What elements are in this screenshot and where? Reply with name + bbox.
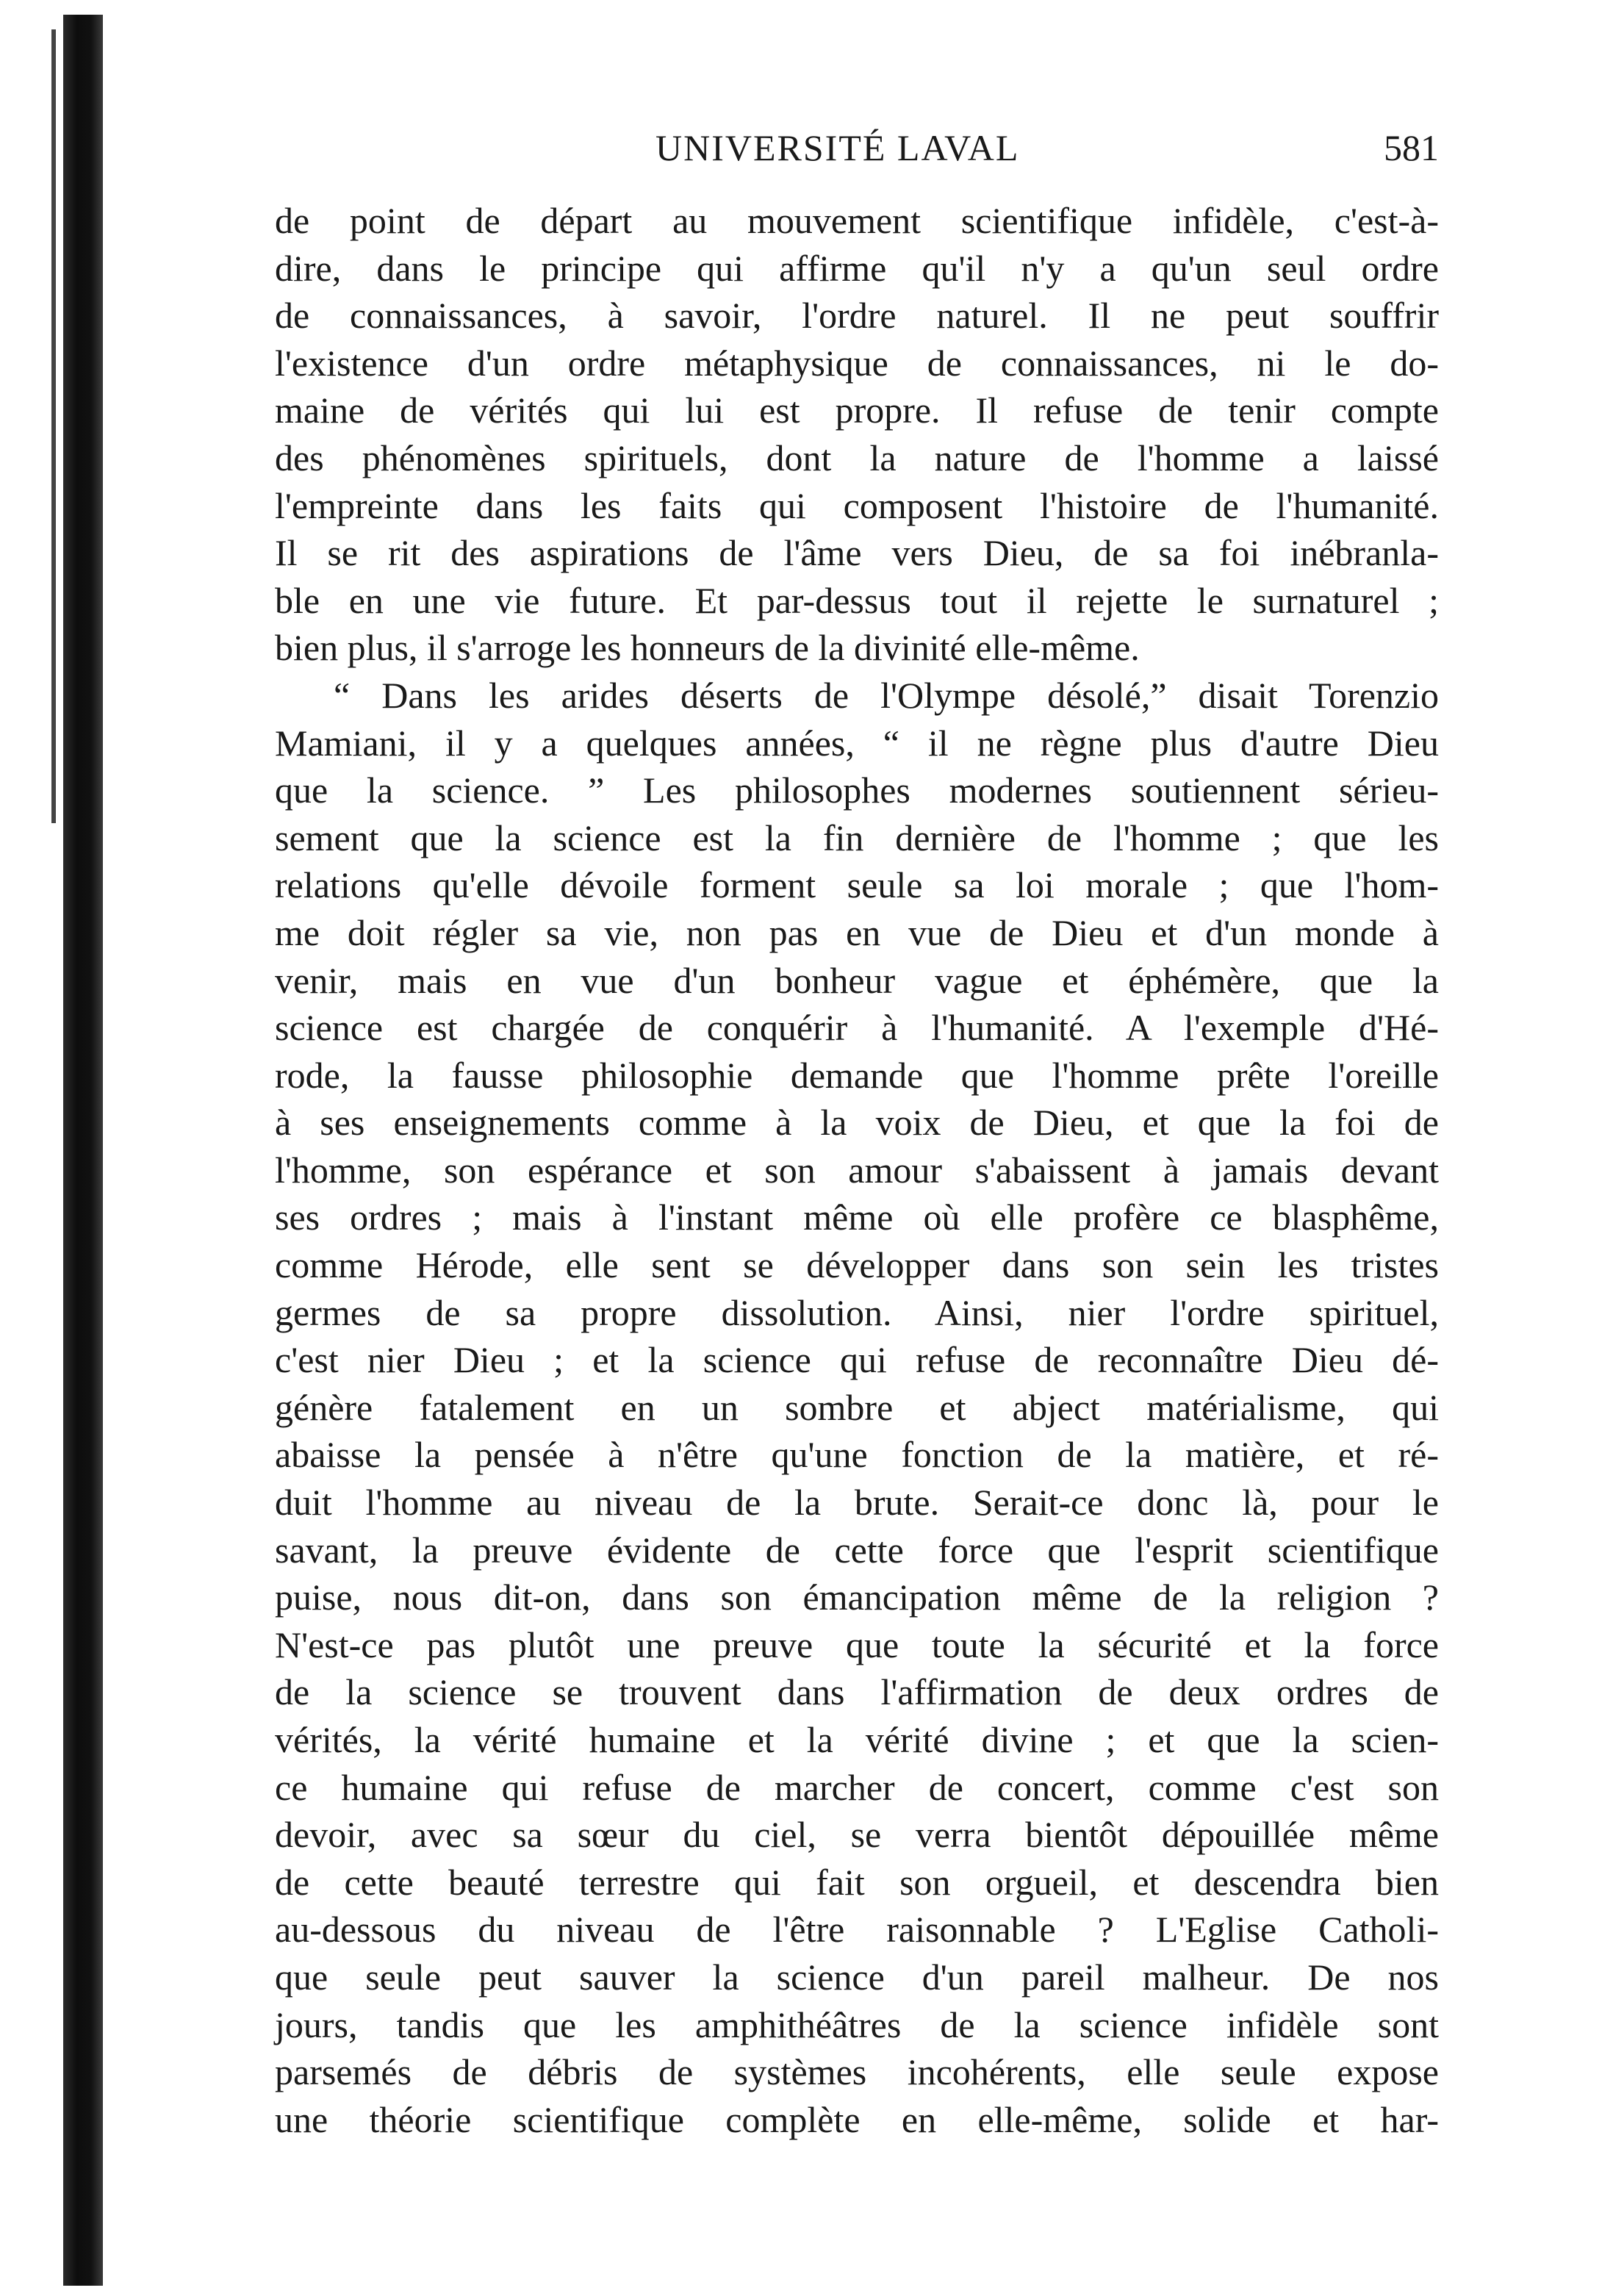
text-line: de la science se trouvent dans l'affirmation de deux ordres de — [275, 1671, 1439, 1713]
text-line: duit l'homme au niveau de la brute. Serait-ce donc là, pour le — [275, 1482, 1439, 1524]
text-line: l'existence d'un ordre métaphysique de connaissances, ni le do- — [275, 342, 1439, 384]
text-line: jours, tandis que les amphithéâtres de la science infidèle sont — [275, 2003, 1439, 2045]
text-line: au-dessous du niveau de l'être raisonnable ? L'Eglise Catholi- — [275, 1909, 1439, 1951]
text-line: de connaissances, à savoir, l'ordre naturel. Il ne peut souffrir — [275, 295, 1439, 337]
text-line: dire, dans le principe qui affirme qu'il n'y a qu'un seul ordre — [275, 247, 1439, 289]
text-line: génère fatalement en un sombre et abject matérialisme, qui — [275, 1386, 1439, 1428]
text-line: une théorie scientifique complète en elle-même, solide et har- — [275, 2098, 1439, 2140]
text-line: Il se rit des aspirations de l'âme vers Dieu, de sa foi inébranla- — [275, 532, 1439, 574]
text-line: parsemés de débris de systèmes incohérents, elle seule expose — [275, 2051, 1439, 2093]
text-line: “ Dans les arides déserts de l'Olympe désolé,” disait Torenzio — [334, 674, 1439, 716]
book-binding-edge — [63, 15, 103, 2286]
text-line: comme Hérode, elle sent se développer dans son sein les tristes — [275, 1244, 1439, 1286]
text-line: abaisse la pensée à n'être qu'une fonction de la matière, et ré- — [275, 1434, 1439, 1476]
text-line: maine de vérités qui lui est propre. Il refuse de tenir compte — [275, 390, 1439, 431]
text-line: germes de sa propre dissolution. Ainsi, nier l'ordre spirituel, — [275, 1291, 1439, 1333]
text-line: Mamiani, il y a quelques années, “ il ne règne plus d'autre Dieu — [275, 722, 1439, 764]
text-line: ble en une vie future. Et par-dessus tout il rejette le surnaturel ; — [275, 579, 1439, 621]
text-line: que seule peut sauver la science d'un pareil malheur. De nos — [275, 1956, 1439, 1998]
binding-shadow-thin — [51, 29, 56, 823]
page-header — [279, 126, 1439, 178]
text-line: relations qu'elle dévoile forment seule sa loi morale ; que l'hom- — [275, 864, 1439, 906]
text-line: des phénomènes spirituels, dont la nature de l'homme a laissé — [275, 437, 1439, 478]
text-line: l'homme, son espérance et son amour s'abaissent à jamais devant — [275, 1149, 1439, 1191]
body-text — [275, 197, 1439, 2143]
text-line: sement que la science est la fin dernière de l'homme ; que les — [275, 817, 1439, 858]
text-line: bien plus, il s'arroge les honneurs de la divinité elle-même. — [275, 627, 1140, 669]
text-line: l'empreinte dans les faits qui composent l'histoire de l'humanité. — [275, 484, 1439, 526]
text-line: devoir, avec sa sœur du ciel, se verra bientôt dépouillée même — [275, 1814, 1439, 1856]
text-line: rode, la fausse philosophie demande que l'homme prête l'oreille — [275, 1054, 1439, 1096]
text-line: de cette beauté terrestre qui fait son orgueil, et descendra bien — [275, 1861, 1439, 1903]
text-line: à ses enseignements comme à la voix de Dieu, et que la foi de — [275, 1102, 1439, 1144]
text-line: ses ordres ; mais à l'instant même où elle profère ce blasphême, — [275, 1197, 1439, 1238]
page-number: 581 — [1384, 127, 1439, 168]
text-line: science est chargée de conquérir à l'humanité. A l'exemple d'Hé- — [275, 1007, 1439, 1049]
running-title: UNIVERSITÉ LAVAL — [655, 127, 1020, 168]
text-line: c'est nier Dieu ; et la science qui refuse de reconnaître Dieu dé- — [275, 1339, 1439, 1381]
text-line: N'est-ce pas plutôt une preuve que toute la sécurité et la force — [275, 1624, 1439, 1665]
text-line: puise, nous dit-on, dans son émancipation même de la religion ? — [275, 1576, 1439, 1618]
text-line: me doit régler sa vie, non pas en vue de Dieu et d'un monde à — [275, 911, 1439, 953]
text-line: venir, mais en vue d'un bonheur vague et éphémère, que la — [275, 959, 1439, 1001]
text-line: de point de départ au mouvement scientifique infidèle, c'est-à- — [275, 200, 1439, 241]
text-line: savant, la preuve évidente de cette force que l'esprit scientifique — [275, 1529, 1439, 1571]
text-line: vérités, la vérité humaine et la vérité divine ; et que la scien- — [275, 1719, 1439, 1760]
text-line: que la science. ” Les philosophes modernes soutiennent sérieu- — [275, 769, 1439, 811]
text-line: ce humaine qui refuse de marcher de concert, comme c'est son — [275, 1766, 1439, 1808]
